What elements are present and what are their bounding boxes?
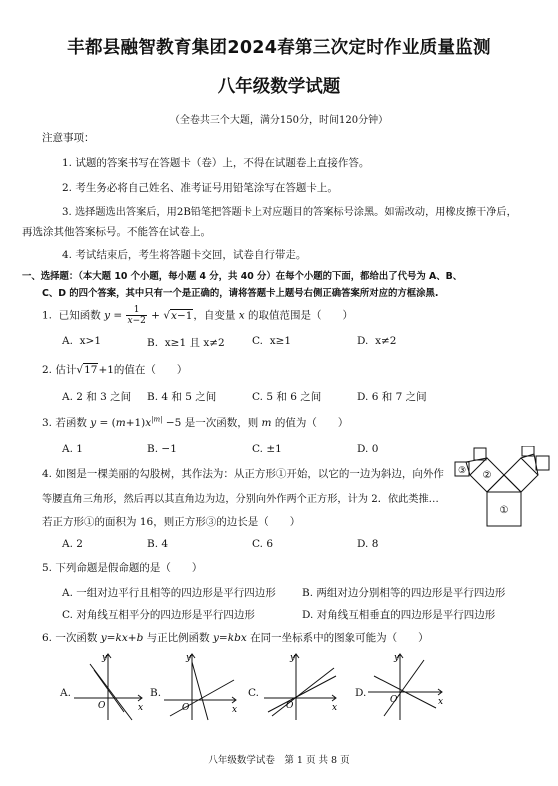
x-label: x — [138, 703, 144, 713]
square-3d — [536, 456, 549, 470]
q5-option-c[interactable]: C. 对角线互相平分的四边形是平行四边形 — [62, 609, 255, 621]
q2-option-d[interactable]: D. 6 和 7 之间 — [357, 391, 427, 403]
y-label: y — [186, 653, 192, 663]
q6-option-c[interactable]: C. — [248, 687, 259, 699]
label-1: ① — [499, 505, 509, 516]
q4-option-b[interactable]: B. 4 — [147, 538, 169, 550]
x-label: x — [438, 697, 444, 707]
q3-option-b[interactable]: B. −1 — [147, 443, 177, 455]
exam-title: 丰都县融智教育集团2024春第三次定时作业质量监测 — [67, 38, 491, 58]
square-2b — [504, 458, 538, 492]
q6-graph-c — [262, 650, 344, 722]
q6-graph-d — [366, 650, 450, 722]
q1-option-d[interactable]: D. x≠2 — [357, 335, 397, 347]
q6-option-b[interactable]: B. — [150, 687, 162, 699]
note-3-cont: 再选涂其他答案标号。不能答在试卷上。 — [22, 226, 211, 238]
triangle-1 — [487, 475, 521, 492]
section1-line1: 一、选择题：（本大题 10 个小题，每小题 4 分，共 40 分）在每个小题的下面，都给出了代号为 A、B、 — [22, 271, 463, 282]
q1-option-a[interactable]: A. x>1 — [62, 335, 102, 347]
origin-label: O — [182, 703, 190, 713]
q5-option-d[interactable]: D. 对角线互相垂直的四边形是平行四边形 — [302, 609, 496, 621]
note-2: 2. 考生务必将自己姓名、准考证号用铅笔涂写在答题卡上。 — [62, 182, 338, 194]
q4-option-d[interactable]: D. 8 — [357, 538, 379, 550]
y-label: y — [102, 653, 108, 663]
q6-graph-b — [162, 650, 244, 722]
q4-option-c[interactable]: C. 6 — [252, 538, 274, 550]
q3-stem: 3. 若函数 $y = (m+1)x^{|m|} -5$ 是一次函数，则 m 的值为（ ） — [42, 415, 349, 429]
q6-stem: 6. 一次函数 y=kx+b 与正比例函数 y=kbx 在同一坐标系中的图象可能为（ ） — [42, 632, 429, 644]
y-label: y — [290, 653, 296, 663]
line-1 — [268, 676, 336, 712]
origin-label: O — [98, 701, 106, 711]
notes-heading: 注意事项： — [42, 132, 95, 144]
q3-option-c[interactable]: C. ±1 — [252, 443, 282, 455]
x-label: x — [332, 703, 338, 713]
q2-option-a[interactable]: A. 2 和 3 之间 — [62, 391, 132, 403]
q1-stem: 1. 已知函数 y = $\frac{1}{x-2}$ + √x−1，自变量 x 的取值范围是（ ） — [42, 305, 354, 326]
x-label: x — [232, 705, 238, 715]
q4-line3: 若正方形①的面积为 16，则正方形③的边长是（ ） — [42, 516, 301, 528]
origin-label: O — [390, 695, 398, 705]
q1-option-b[interactable]: B. x≥1 且 x≠2 — [147, 337, 225, 349]
q4-line1: 4. 如图是一棵美丽的勾股树，其作法为：从正方形①开始，以它的一边为斜边，向外作 — [42, 468, 444, 480]
q6-graph-a — [72, 650, 150, 722]
y-label: y — [394, 653, 400, 663]
pythagoras-tree-figure — [452, 446, 552, 532]
q6-option-a[interactable]: A. — [60, 687, 71, 699]
exam-info: （全卷共三个大题，满分150分，时间120分钟） — [169, 115, 389, 126]
note-4: 4. 考试结束后，考生将答题卡交回，试卷自行带走。 — [62, 249, 307, 261]
q2-option-c[interactable]: C. 5 和 6 之间 — [252, 391, 322, 403]
q5-option-b[interactable]: B. 两组对边分别相等的四边形是平行四边形 — [302, 587, 506, 599]
q5-option-a[interactable]: A. 一组对边平行且相等的四边形是平行四边形 — [62, 587, 276, 599]
q4-option-a[interactable]: A. 2 — [62, 538, 83, 550]
section1-line2: C、D 的四个答案，其中只有一个是正确的，请将答题卡上题号右侧正确答案所对应的方框涂黑. — [42, 288, 439, 299]
q5-stem: 5. 下列命题是假命题的是（ ） — [42, 562, 203, 574]
q2-stem: 2. 估计√17+1的值在（ ） — [42, 364, 188, 376]
line-2 — [272, 668, 334, 716]
q2-option-b[interactable]: B. 4 和 5 之间 — [147, 391, 217, 403]
q3-option-a[interactable]: A. 1 — [62, 443, 83, 455]
exam-subtitle: 八年级数学试题 — [217, 77, 341, 97]
origin-label: O — [286, 701, 294, 711]
label-2: ② — [482, 470, 492, 481]
line-2 — [384, 660, 424, 716]
note-1: 1. 试题的答案书写在答题卡（卷）上，不得在试题卷上直接作答。 — [62, 157, 370, 169]
line-2 — [192, 662, 208, 720]
label-3: ③ — [457, 466, 467, 476]
q3-option-d[interactable]: D. 0 — [357, 443, 379, 455]
q6-option-d[interactable]: D. — [355, 687, 367, 699]
page-footer: 八年级数学试卷 第 1 页 共 8 页 — [208, 755, 350, 766]
q1-option-c[interactable]: C. x≥1 — [252, 335, 292, 347]
q4-line2: 等腰直角三角形，然后再以其直角边为边，分别向外作两个正方形，计为 2．依此类推… — [42, 494, 439, 505]
note-3: 3. 选择题选出答案后，用2B铅笔把答题卡上对应题目的答案标号涂黑。如需改动，用橡皮擦干净后， — [62, 207, 517, 218]
